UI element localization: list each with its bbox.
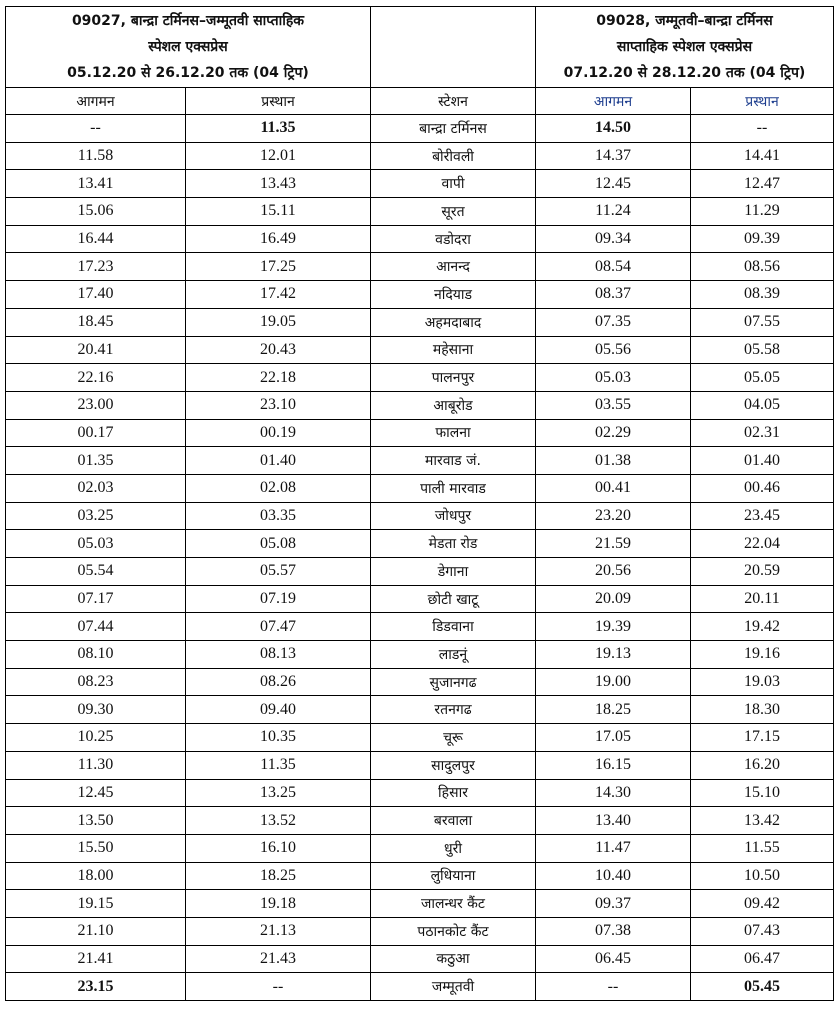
table-row [6,558,834,586]
arrival-09028-cell: 21.59 [536,530,691,558]
arrival-09028-cell: 09.34 [536,225,691,253]
table-row [6,585,834,613]
table-row [6,530,834,558]
arrival-09027-cell: 03.25 [6,502,186,530]
arrival-09028-cell: 23.20 [536,502,691,530]
departure-09028-cell: 15.10 [691,779,834,807]
departure-09027-cell: 05.08 [186,530,371,558]
train-09027-title [6,7,371,88]
station-cell: बान्द्रा टर्मिनस [371,115,536,143]
arrival-09027-cell: 11.58 [6,142,186,170]
departure-09027-cell: 10.35 [186,724,371,752]
table-row [6,973,834,1001]
arrival-09028-cell: 02.29 [536,419,691,447]
arrival-09027-cell: 09.30 [6,696,186,724]
station-cell: वडोदरा [371,225,536,253]
station-cell: आनन्द [371,253,536,281]
arrival-09028-cell: 10.40 [536,862,691,890]
departure-09027-cell: 09.40 [186,696,371,724]
arrival-09027-cell: 22.16 [6,364,186,392]
departure-09027-cell: 13.25 [186,779,371,807]
departure-09028-cell: 16.20 [691,751,834,779]
departure-09028-cell: 06.47 [691,945,834,973]
departure-09027-cell: 08.13 [186,641,371,669]
departure-09028-cell: 07.43 [691,917,834,945]
departure-09028-cell: 05.05 [691,364,834,392]
arrival-09027-cell: 08.23 [6,668,186,696]
arrival-09027-cell: 20.41 [6,336,186,364]
table-row [6,308,834,336]
departure-09027-cell: 17.25 [186,253,371,281]
train-09028-title-line: 09028, जम्मूतवी–बान्द्रा टर्मिनस [596,13,773,29]
arrival-09027-cell: 18.00 [6,862,186,890]
departure-09027-cell: 18.25 [186,862,371,890]
station-cell: नदियाड [371,281,536,309]
station-cell: पालनपुर [371,364,536,392]
departure-09028-cell: 14.41 [691,142,834,170]
arrival-09027-cell: 13.41 [6,170,186,198]
arrival-09028-cell: 08.54 [536,253,691,281]
arrival-09028-cell: 01.38 [536,447,691,475]
departure-09027-cell: 15.11 [186,198,371,226]
arrival-09028-cell: 14.50 [536,115,691,143]
station-cell: जम्मूतवी [371,973,536,1001]
departure-09028-cell: 05.45 [691,973,834,1001]
departure-09028-cell: 13.42 [691,807,834,835]
table-row [6,253,834,281]
departure-09028-cell: 11.55 [691,834,834,862]
departure-09027-cell: 13.43 [186,170,371,198]
col-station: स्टेशन [371,88,536,115]
table-row [6,890,834,918]
departure-09028-cell: 09.39 [691,225,834,253]
departure-09027-cell: 19.05 [186,308,371,336]
arrival-09028-cell: 05.03 [536,364,691,392]
arrival-09028-cell: 19.00 [536,668,691,696]
arrival-09028-cell: -- [536,973,691,1001]
station-cell: चूरू [371,724,536,752]
departure-09027-cell: 05.57 [186,558,371,586]
arrival-09028-cell: 19.39 [536,613,691,641]
table-row [6,862,834,890]
departure-09028-cell: 20.59 [691,558,834,586]
station-cell: लाडनूं [371,641,536,669]
arrival-09028-cell: 11.24 [536,198,691,226]
arrival-09027-cell: 05.03 [6,530,186,558]
departure-09028-cell: 02.31 [691,419,834,447]
arrival-09028-cell: 07.35 [536,308,691,336]
station-cell: जोधपुर [371,502,536,530]
table-row [6,170,834,198]
arrival-09028-cell: 12.45 [536,170,691,198]
departure-09028-cell: 11.29 [691,198,834,226]
station-cell: वापी [371,170,536,198]
station-cell: बोरीवली [371,142,536,170]
train-title-row [6,7,834,88]
table-row [6,613,834,641]
departure-09028-cell: 01.40 [691,447,834,475]
table-row [6,336,834,364]
station-cell: मेडता रोड [371,530,536,558]
departure-09027-cell: 08.26 [186,668,371,696]
arrival-09027-cell: 11.30 [6,751,186,779]
arrival-09028-cell: 14.30 [536,779,691,807]
departure-09027-cell: 07.19 [186,585,371,613]
col-arrival-09027: आगमन [6,88,186,115]
timetable-body [6,115,834,1001]
arrival-09028-cell: 05.56 [536,336,691,364]
departure-09027-cell: 19.18 [186,890,371,918]
station-cell: सुजानगढ [371,668,536,696]
departure-09028-cell: 10.50 [691,862,834,890]
arrival-09028-cell: 13.40 [536,807,691,835]
station-cell: रतनगढ [371,696,536,724]
departure-09028-cell: 17.15 [691,724,834,752]
table-row [6,779,834,807]
departure-09028-cell: 00.46 [691,474,834,502]
departure-09028-cell: 08.39 [691,281,834,309]
arrival-09028-cell: 20.09 [536,585,691,613]
table-row [6,474,834,502]
station-cell: पठानकोट कैंट [371,917,536,945]
arrival-09027-cell: 17.40 [6,281,186,309]
arrival-09027-cell: 16.44 [6,225,186,253]
table-row [6,696,834,724]
arrival-09027-cell: 02.03 [6,474,186,502]
table-row [6,668,834,696]
table-row [6,641,834,669]
arrival-09028-cell: 20.56 [536,558,691,586]
departure-09027-cell: 21.43 [186,945,371,973]
station-cell: सूरत [371,198,536,226]
departure-09028-cell: 19.42 [691,613,834,641]
table-row [6,142,834,170]
table-row [6,225,834,253]
arrival-09028-cell: 18.25 [536,696,691,724]
arrival-09027-cell: 23.00 [6,391,186,419]
table-row [6,502,834,530]
station-cell: सादुलपुर [371,751,536,779]
column-header-row [6,88,834,115]
departure-09027-cell: 21.13 [186,917,371,945]
train-09027-title-line: 05.12.20 से 26.12.20 तक (04 ट्रिप) [67,65,309,81]
station-cell: बरवाला [371,807,536,835]
arrival-09027-cell: 17.23 [6,253,186,281]
station-cell: लुधियाना [371,862,536,890]
departure-09027-cell: 11.35 [186,115,371,143]
arrival-09028-cell: 16.15 [536,751,691,779]
departure-09028-cell: 22.04 [691,530,834,558]
station-cell: मारवाड जं. [371,447,536,475]
arrival-09027-cell: -- [6,115,186,143]
departure-09027-cell: 17.42 [186,281,371,309]
timetable-container [5,6,834,1001]
table-row [6,419,834,447]
station-cell: फालना [371,419,536,447]
departure-09027-cell: 02.08 [186,474,371,502]
departure-09028-cell: 18.30 [691,696,834,724]
departure-09027-cell: 16.10 [186,834,371,862]
departure-09027-cell: 16.49 [186,225,371,253]
arrival-09027-cell: 01.35 [6,447,186,475]
timetable [5,6,834,1001]
station-cell: धुरी [371,834,536,862]
departure-09027-cell: 01.40 [186,447,371,475]
station-cell: महेसाना [371,336,536,364]
station-cell: अहमदाबाद [371,308,536,336]
table-row [6,807,834,835]
arrival-09027-cell: 08.10 [6,641,186,669]
departure-09028-cell: 19.16 [691,641,834,669]
departure-09028-cell: 12.47 [691,170,834,198]
arrival-09027-cell: 12.45 [6,779,186,807]
table-row [6,751,834,779]
station-title-blank [371,7,536,88]
departure-09027-cell: 13.52 [186,807,371,835]
train-09028-title [536,7,834,88]
table-row [6,945,834,973]
arrival-09027-cell: 00.17 [6,419,186,447]
departure-09027-cell: 20.43 [186,336,371,364]
arrival-09028-cell: 14.37 [536,142,691,170]
table-row [6,447,834,475]
station-cell: जालन्धर कैंट [371,890,536,918]
departure-09028-cell: -- [691,115,834,143]
departure-09028-cell: 05.58 [691,336,834,364]
arrival-09027-cell: 05.54 [6,558,186,586]
train-09027-title-line: 09027, बान्द्रा टर्मिनस–जम्मूतवी साप्ताहिक [71,13,305,29]
departure-09027-cell: 22.18 [186,364,371,392]
table-row [6,281,834,309]
table-row [6,834,834,862]
departure-09027-cell: -- [186,973,371,1001]
arrival-09027-cell: 21.10 [6,917,186,945]
table-row [6,917,834,945]
arrival-09028-cell: 19.13 [536,641,691,669]
departure-09028-cell: 19.03 [691,668,834,696]
table-row [6,115,834,143]
arrival-09027-cell: 18.45 [6,308,186,336]
departure-09028-cell: 23.45 [691,502,834,530]
table-row [6,724,834,752]
col-arrival-09028: आगमन [536,88,691,115]
arrival-09028-cell: 11.47 [536,834,691,862]
departure-09028-cell: 20.11 [691,585,834,613]
station-cell: पाली मारवाड [371,474,536,502]
table-row [6,198,834,226]
arrival-09028-cell: 08.37 [536,281,691,309]
col-departure-09028: प्रस्थान [691,88,834,115]
departure-09027-cell: 07.47 [186,613,371,641]
departure-09027-cell: 11.35 [186,751,371,779]
arrival-09027-cell: 15.06 [6,198,186,226]
arrival-09027-cell: 19.15 [6,890,186,918]
col-departure-09027: प्रस्थान [186,88,371,115]
table-row [6,391,834,419]
arrival-09028-cell: 07.38 [536,917,691,945]
arrival-09027-cell: 10.25 [6,724,186,752]
arrival-09028-cell: 09.37 [536,890,691,918]
departure-09027-cell: 00.19 [186,419,371,447]
station-cell: छोटी खाटू [371,585,536,613]
station-cell: डिडवाना [371,613,536,641]
station-cell: कठुआ [371,945,536,973]
arrival-09028-cell: 03.55 [536,391,691,419]
arrival-09027-cell: 15.50 [6,834,186,862]
arrival-09027-cell: 13.50 [6,807,186,835]
departure-09028-cell: 08.56 [691,253,834,281]
arrival-09028-cell: 00.41 [536,474,691,502]
train-09027-title-line: स्पेशल एक्सप्रेस [148,39,228,55]
station-cell: आबूरोड [371,391,536,419]
train-09028-title-line: 07.12.20 से 28.12.20 तक (04 ट्रिप) [563,65,806,81]
table-row [6,364,834,392]
arrival-09027-cell: 21.41 [6,945,186,973]
departure-09028-cell: 07.55 [691,308,834,336]
arrival-09028-cell: 06.45 [536,945,691,973]
departure-09027-cell: 03.35 [186,502,371,530]
arrival-09028-cell: 17.05 [536,724,691,752]
departure-09028-cell: 09.42 [691,890,834,918]
departure-09027-cell: 12.01 [186,142,371,170]
train-09028-title-line: साप्ताहिक स्पेशल एक्सप्रेस [616,39,753,55]
station-cell: डेगाना [371,558,536,586]
departure-09027-cell: 23.10 [186,391,371,419]
departure-09028-cell: 04.05 [691,391,834,419]
arrival-09027-cell: 07.17 [6,585,186,613]
station-cell: हिसार [371,779,536,807]
arrival-09027-cell: 23.15 [6,973,186,1001]
arrival-09027-cell: 07.44 [6,613,186,641]
